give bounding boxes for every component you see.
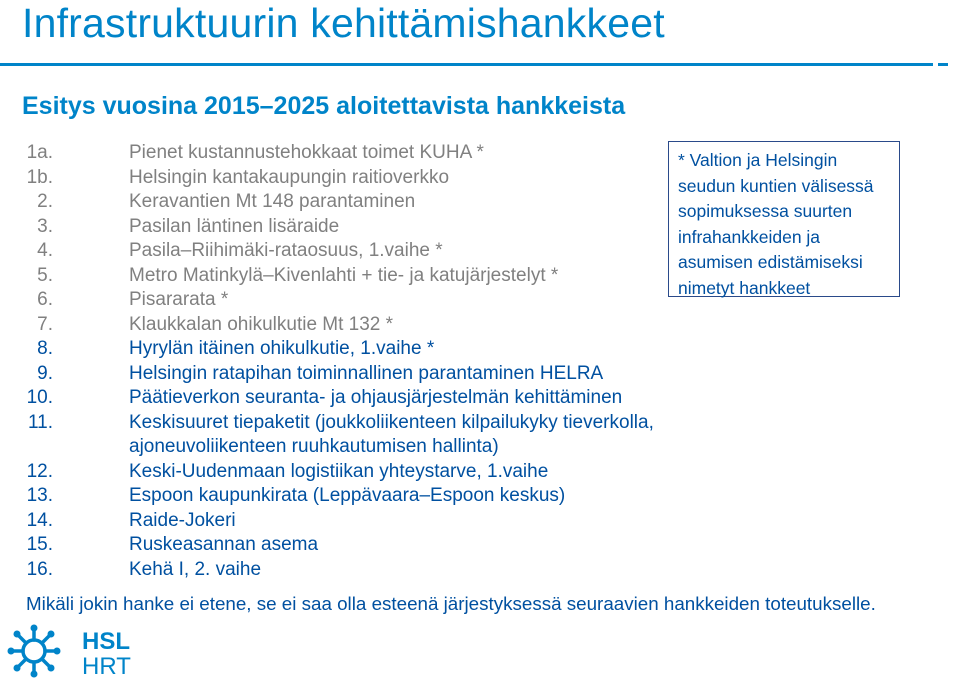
logo-text-hsl: HSL (82, 628, 130, 655)
item-number: 5. (37, 264, 53, 286)
item-text: Hyrylän itäinen ohikulkutie, 1.vaihe * (129, 338, 435, 359)
footnote-line: infrahankkeiden ja (678, 226, 821, 247)
title-underline-end (938, 63, 948, 66)
item-text: Metro Matinkylä–Kivenlahti + tie- ja katujärjestelyt * (129, 264, 559, 286)
item-number: 8. (37, 338, 53, 359)
item-number: 13. (26, 485, 53, 506)
item-text: Pisararata * (129, 289, 229, 310)
item-number: 16. (26, 558, 53, 580)
page-title: Infrastruktuurin kehittämishankkeet (22, 0, 665, 46)
footnote-line: nimetyt hankkeet (678, 277, 811, 298)
item-text: Keskisuuret tiepaketit (joukkoliikenteen kilpailukyky tieverkolla, (129, 411, 654, 433)
item-text: Päätieverkon seuranta- ja ohjausjärjestelmän kehittäminen (129, 387, 623, 408)
item-number: 11. (27, 411, 53, 433)
page-subtitle: Esitys vuosina 2015–2025 aloitettavista hankkeista (22, 92, 626, 120)
footnote-box (668, 141, 900, 297)
footnote-line: asumisen edistämiseksi (678, 252, 863, 273)
item-number: 1b. (26, 166, 53, 188)
item-number: 3. (37, 215, 53, 237)
item-number: 15. (26, 534, 53, 555)
item-text: Helsingin kantakaupungin raitioverkko (129, 166, 450, 188)
logo-text-hrt: HRT (82, 653, 131, 680)
item-text: Helsingin ratapihan toiminnallinen parantaminen HELRA (129, 362, 604, 384)
item-text: Pienet kustannustehokkaat toimet KUHA * (129, 142, 484, 163)
item-text: Kehä I, 2. vaihe (129, 558, 262, 580)
item-number: 9. (37, 362, 53, 384)
title-underline (0, 63, 933, 66)
item-text: Raide-Jokeri (129, 509, 236, 531)
item-text: Keravantien Mt 148 parantaminen (129, 191, 416, 212)
item-text: Klaukkalan ohikulkutie Mt 132 * (129, 313, 394, 335)
item-text: Pasilan läntinen lisäraide (129, 215, 340, 237)
footnote-line: sopimuksessa suurten (678, 201, 853, 222)
item-text: Ruskeasannan asema (129, 534, 319, 555)
item-number: 14. (26, 509, 53, 531)
footer-note: Mikäli jokin hanke ei etene, se ei saa olla esteenä järjestyksessä seuraavien hankkeiden toteutukselle. (26, 593, 876, 614)
hsl-logo (6, 622, 146, 680)
item-text: Keski-Uudenmaan logistiikan yhteystarve, 1.vaihe (129, 460, 549, 482)
item-number: 7. (37, 313, 53, 335)
footnote-line: seudun kuntien välisessä (678, 175, 874, 196)
item-text-continuation: ajoneuvoliikenteen ruuhkautumisen hallinta) (129, 436, 499, 457)
item-number: 12. (26, 460, 53, 482)
item-text: Pasila–Riihimäki-rataosuus, 1.vaihe * (129, 240, 443, 261)
item-number: 6. (37, 289, 53, 310)
item-number: 1a. (26, 142, 53, 163)
footnote-line: * Valtion ja Helsingin (678, 150, 838, 170)
item-number: 4. (37, 240, 53, 261)
item-text: Espoon kaupunkirata (Leppävaara–Espoon keskus) (129, 485, 566, 506)
item-number: 10. (26, 387, 53, 408)
item-number: 2. (37, 191, 53, 212)
